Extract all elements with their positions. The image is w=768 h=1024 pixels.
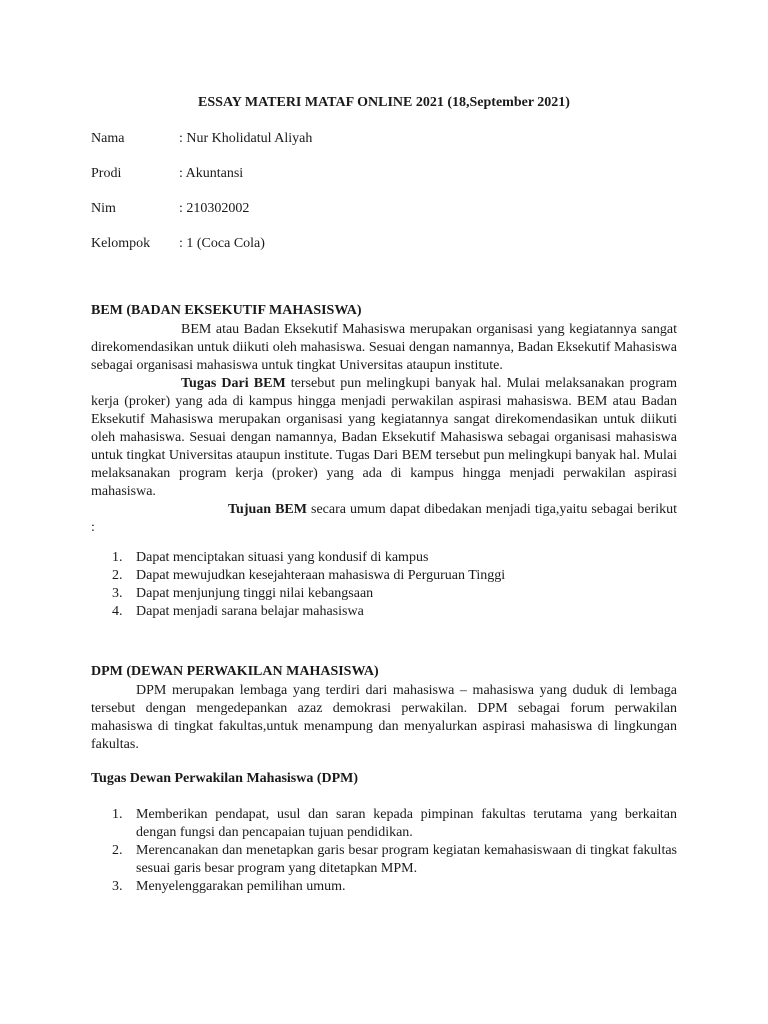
info-value: : 1 (Coca Cola) bbox=[179, 236, 265, 251]
info-value: : 210302002 bbox=[179, 201, 250, 216]
bem-tujuan-list bbox=[91, 549, 677, 621]
info-row-prodi bbox=[91, 166, 243, 182]
bem-tujuan-text: secara umum dapat dibedakan menjadi tiga,yaitu sebagai berikut : bbox=[91, 502, 678, 535]
info-value: : Akuntansi bbox=[179, 166, 244, 181]
info-row-kelompok bbox=[91, 236, 265, 252]
list-item bbox=[91, 567, 677, 585]
list-text: Menyelenggarakan pemilihan umum. bbox=[136, 879, 346, 894]
bem-tujuan-paragraph bbox=[91, 501, 677, 537]
list-text: Merencanakan dan menetapkan garis besar program kegiatan kemahasiswaan di tingkat fakultas sesuai garis besar program yang ditetapkan MPM. bbox=[136, 843, 677, 876]
list-number: 1. bbox=[112, 550, 123, 565]
list-text: Dapat menjunjung tinggi nilai kebangsaan bbox=[136, 586, 374, 601]
list-text: Dapat menjadi sarana belajar mahasiswa bbox=[136, 604, 364, 619]
info-label: Prodi bbox=[91, 166, 122, 181]
bem-intro-paragraph: BEM atau Badan Eksekutif Mahasiswa merupakan organisasi yang kegiatannya sangat direkomendasikan untuk diikuti oleh mahasiswa. Sesuai dengan namannya, Badan Eksekutif Mahasiswa sebagai organisasi mahasiswa untuk tingkat Universitas ataupun institute. bbox=[91, 322, 677, 373]
list-text: Dapat mewujudkan kesejahteraan mahasiswa di Perguruan Tinggi bbox=[136, 568, 506, 583]
dpm-heading: DPM (DEWAN PERWAKILAN MAHASISWA) bbox=[91, 664, 379, 679]
list-item bbox=[91, 603, 677, 621]
bem-tujuan-label: Tujuan BEM bbox=[228, 502, 307, 517]
list-text: Memberikan pendapat, usul dan saran kepada pimpinan fakultas terutama yang berkaitan dengan fungsi dan pencapaian tujuan pendidikan. bbox=[136, 807, 677, 840]
list-item bbox=[91, 549, 677, 567]
list-number: 2. bbox=[112, 568, 123, 583]
info-row-nama bbox=[91, 131, 312, 147]
list-text: Dapat menciptakan situasi yang kondusif di kampus bbox=[136, 550, 429, 565]
dpm-tugas-heading: Tugas Dewan Perwakilan Mahasiswa (DPM) bbox=[91, 771, 359, 786]
list-number: 3. bbox=[112, 879, 123, 894]
list-item bbox=[91, 585, 677, 603]
bem-tugas-label: Tugas Dari BEM bbox=[181, 376, 286, 391]
list-number: 1. bbox=[112, 807, 123, 822]
dpm-tugas-list bbox=[91, 806, 677, 896]
info-value: : Nur Kholidatul Aliyah bbox=[179, 131, 313, 146]
list-number: 3. bbox=[112, 586, 123, 601]
info-label: Kelompok bbox=[91, 236, 151, 251]
dpm-intro-paragraph: DPM merupakan lembaga yang terdiri dari mahasiswa – mahasiswa yang duduk di lembaga tersebut dengan mengedepankan azaz demokrasi perwakilan. DPM sebagai forum perwakilan mahasiswa di tingkat fakultas,untuk menampung dan menyalurkan aspirasi mahasiswa di lingkungan fakultas. bbox=[91, 683, 677, 752]
info-label: Nama bbox=[91, 131, 125, 146]
list-item bbox=[91, 806, 677, 842]
info-row-nim bbox=[91, 201, 249, 217]
list-item bbox=[91, 842, 677, 878]
bem-tugas-text: tersebut pun melingkupi banyak hal. Mulai melaksanakan program kerja (proker) yang ada di kampus hingga menjadi perwakilan aspirasi mahasiswa. BEM atau Badan Eksekutif Mahasiswa merupakan organisasi yang kegiatannya sangat direkomendasikan untuk diikuti oleh mahasiswa. Sesuai dengan namannya, Badan Eksekutif Mahasiswa sebagai organisasi mahasiswa untuk tingkat Universitas ataupun institute. Tugas Dari BEM tersebut pun melingkupi banyak hal. Mulai melaksanakan program kerja (proker) yang ada di kampus hingga menjadi perwakilan aspirasi mahasiswa. bbox=[91, 376, 677, 499]
list-number: 2. bbox=[112, 843, 123, 858]
bem-heading: BEM (BADAN EKSEKUTIF MAHASISWA) bbox=[91, 303, 362, 318]
document-title: ESSAY MATERI MATAF ONLINE 2021 (18,September 2021) bbox=[198, 95, 570, 110]
list-number: 4. bbox=[112, 604, 123, 619]
list-item bbox=[91, 878, 677, 896]
bem-tugas-paragraph bbox=[91, 375, 677, 501]
info-label: Nim bbox=[91, 201, 116, 216]
